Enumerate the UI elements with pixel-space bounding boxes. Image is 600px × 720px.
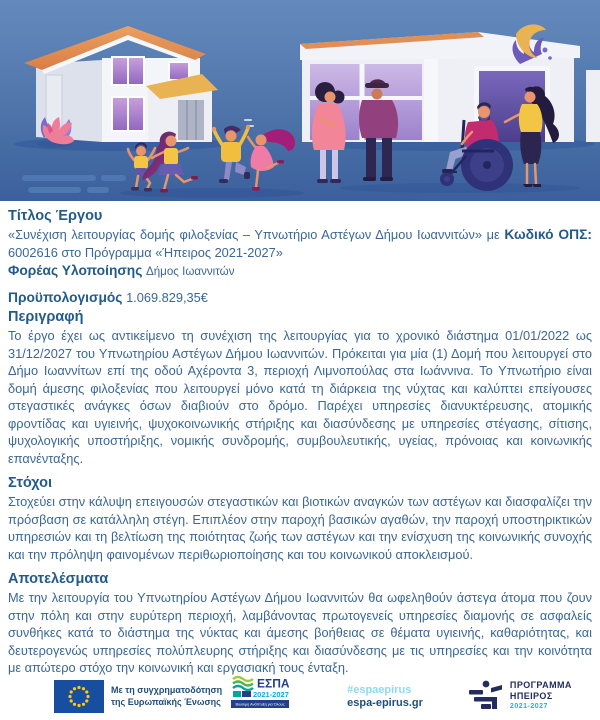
epirus-line2: ΗΠΕΙΡΟΣ (509, 690, 553, 701)
eu-funding-line2: της Ευρωπαϊκής Ένωσης (111, 696, 221, 707)
epirus-logo-icon (469, 680, 503, 714)
eu-funding-block (54, 680, 222, 713)
espa-logo-graphic (231, 674, 289, 714)
footer-logos (0, 673, 600, 720)
svg-text:2021-2027: 2021-2027 (253, 690, 289, 699)
left-house-window-upper (111, 56, 145, 86)
epirus-period: 2021-2027 (509, 703, 548, 711)
project-summary (8, 226, 592, 261)
eu-funding-text (111, 685, 222, 708)
svg-text:ΕΣΠΑ: ΕΣΠΑ (257, 676, 290, 691)
ops-code-label: Κωδικό ΟΠΣ: (504, 227, 592, 242)
eu-flag-icon (54, 680, 104, 713)
group-shadow (340, 183, 580, 193)
flyer-body (0, 201, 600, 677)
section-title-goals: Στόχοι (8, 475, 52, 491)
epirus-logo-text (510, 680, 572, 713)
budget-line (8, 288, 592, 307)
left-house-window-lower (111, 96, 145, 132)
budget-value: 1.069.829,35€ (126, 290, 208, 305)
section-title-description: Περιγραφή (8, 309, 84, 325)
eu-funding-line1: Με τη συγχρηματοδότηση (111, 685, 223, 695)
goals-text: Στοχεύει στην κάλυψη επειγουσών στεγαστικών και βιοτικών αναγκών των αστέγων και διασφαλίζει την πρόσβαση σε κατάλληλη στέγη. Επιπλέον στην παροχή βασικών αγαθών, την παροχή υποστηρικτικών υπηρεσιών και τη βελτίωση της ποιότητας ζωής των αστέγων και την ενίσχυση της κοινωνικής συνοχής και την πρόληψη φαινομένων περιθωριοποίησης και του κοινωνικού αποκλεισμού. (8, 494, 592, 562)
coral-plant (37, 117, 74, 148)
garage (146, 74, 218, 142)
agency-line (8, 261, 592, 281)
epirus-line1: ΠΡΟΓΡΑΜΜΑ (509, 680, 572, 691)
espa-logo (231, 674, 289, 719)
hero-illustration (0, 0, 600, 201)
section-title-results: Αποτελέσματα (8, 571, 109, 587)
project-summary-text: «Συνέχιση λειτουργίας δομής φιλοξενίας – Υπνωτήριο Αστέγων Δήμου Ιωαννιτών» με (8, 227, 505, 242)
social-block (347, 684, 423, 710)
svg-text:Βιώσιμη Ανάπτυξη για Όλους: Βιώσιμη Ανάπτυξη για Όλους (235, 702, 285, 707)
agency-label: Φορέας Υλοποίησης (8, 263, 143, 278)
budget-label: Προϋπολογισμός (8, 290, 123, 305)
agency-value: Δήμος Ιωαννιτών (145, 265, 235, 278)
results-text: Με την λειτουργία του Υπνωτηρίου Αστέγων Δήμου Ιωαννιτών θα ωφεληθούν άστεγα άτομα που ζουν στην πόλη και στην ευρύτερη περιοχή, λαμβάνοντας πρωτογενείς υπηρεσίες διαμονής σε ασφαλείς συνθήκες κατά το διάστημα της νύκτας και άμεσης βοήθειας σε θέματα υγιεινής, καθαριότητας, και δευτερογενώς υπηρεσίες πολύπλευρης στήριξης και διασύνδεσης με τις υπηρεσίες και την κοινότητα με απώτερο στόχο την κοινωνική και εργασιακή τους ένταξη. (8, 590, 592, 675)
description-text: Το έργο έχει ως αντικείμενο τη συνέχιση της λειτουργίας για το χρονικό διάστημα 01/01/2022 ως 31/12/2027 του Υπνωτηρίου Αστέγων Δήμου Ιωαννιτών. Πρόκειται για μία (1) Δομή που λειτουργεί στο Δήμο Ιωαννίτων επί της οδού Αχέροντα 3, περιοχή Λιμνοπούλας στα Ιωάννινα. Το Υπνωτήριο είναι δομή άμεσης φιλοξενίας που λειτουργεί μόνο κατά τη διάρκεια της νύχτας και καλύπτει επείγουσες στεγαστικές ανάγκες όσων διαβιούν στο δρόμο. Παρέχει υπηρεσίες διανυκτέρευσης, ατομικής φροντίδας και υγιεινής, ψυχοκοινωνικής στήριξης και διασύνδεσης με υπηρεσίες στέγασης, σίτισης, ψυχολογικής υποστήριξης, νομικής συνδρομής, συμβουλευτικής, υγείας, πρόνοιας και κοινωνικής επανένταξης. (8, 328, 592, 466)
project-summary-suffix: 6002616 στο Πρόγραμμα «Ήπειρος 2021-2027» (8, 244, 283, 260)
section-title-project: Τίτλος Έργου (8, 208, 103, 224)
epirus-program-logo (469, 680, 572, 714)
website-link[interactable]: espa-epirus.gr (347, 696, 423, 709)
hashtag-link[interactable]: #espaepirus (347, 683, 412, 696)
